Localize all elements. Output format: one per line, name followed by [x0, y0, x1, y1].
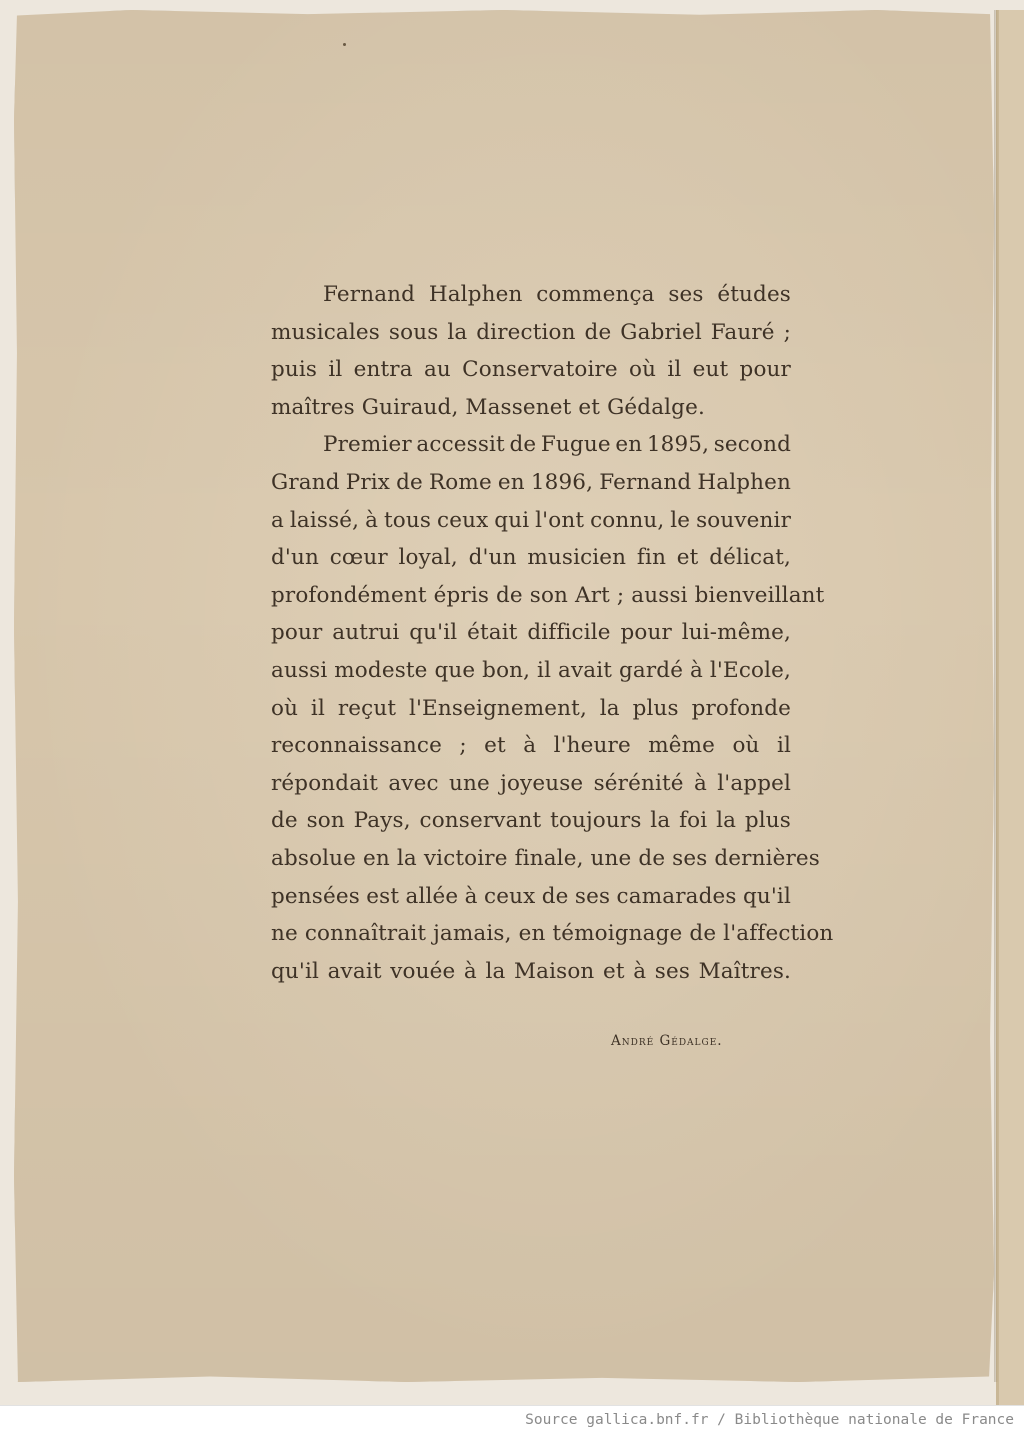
text-line: maîtres Guiraud, Massenet et Gédalge.	[271, 394, 705, 420]
paragraph-1	[271, 276, 791, 426]
text-line: de son Pays, conservant toujours la foi la plus	[271, 808, 791, 834]
text-line: pensées est allée à ceux de ses camarades qu'il	[271, 883, 791, 909]
text-line: qu'il avait vouée à la Maison et à ses Maîtres.	[271, 958, 791, 984]
text-line: absolue en la victoire finale, une de ses dernières	[271, 845, 820, 871]
source-footer	[0, 1405, 1024, 1437]
text-line: a laissé, à tous ceux qui l'ont connu, le souvenir	[271, 507, 791, 533]
text-line: Fernand Halphen commença ses études	[323, 282, 791, 307]
text-line: répondait avec une joyeuse sérénité à l'appel	[271, 770, 792, 796]
text-line: pour autrui qu'il était difficile pour lui-même,	[271, 620, 791, 646]
paragraph-2	[271, 426, 834, 990]
source-credit[interactable]: Source gallica.bnf.fr / Bibliothèque nationale de France	[525, 1412, 1014, 1428]
text-line: profondément épris de son Art ; aussi bienveillant	[271, 582, 825, 608]
text-line: musicales sous la direction de Gabriel Fauré ;	[271, 319, 792, 345]
text-line: Premier accessit de Fugue en 1895, second	[323, 432, 791, 458]
text-line: aussi modeste que bon, il avait gardé à l'Ecole,	[271, 657, 791, 683]
text-line: d'un cœur loyal, d'un musicien fin et délicat,	[271, 545, 791, 571]
text-line: reconnaissance ; et à l'heure même où il	[271, 733, 791, 759]
paper-speck	[343, 43, 346, 46]
text-line: Grand Prix de Rome en 1896, Fernand Halphen	[271, 469, 791, 495]
binding-shadow	[994, 10, 998, 1382]
text-line: où il reçut l'Enseignement, la plus profonde	[271, 695, 791, 721]
adjacent-page-edge	[996, 10, 1024, 1405]
text-line: puis il entra au Conservatoire où il eut pour	[271, 357, 791, 383]
text-line: ne connaîtrait jamais, en témoignage de l'affection	[271, 921, 834, 947]
author-signature: André Gédalge.	[611, 1033, 723, 1049]
body-text	[271, 276, 834, 990]
